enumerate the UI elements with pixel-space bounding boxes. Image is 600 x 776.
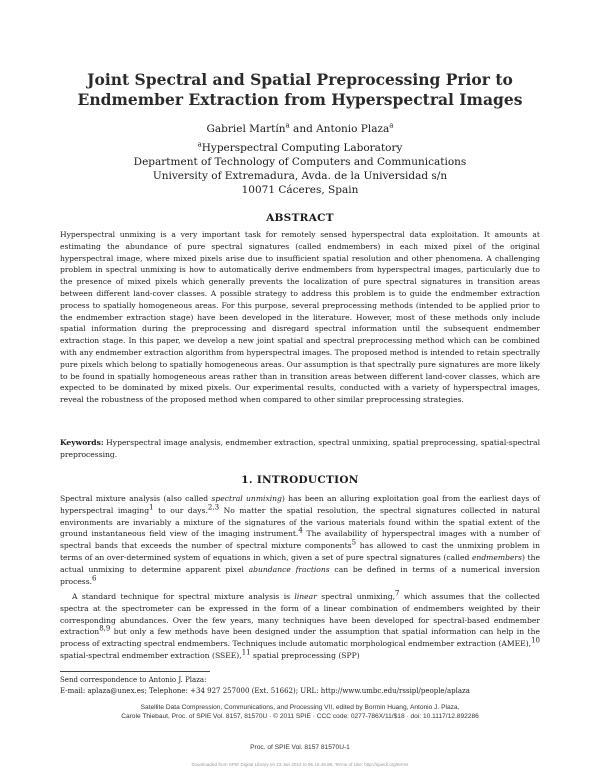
intro-paragraph-2: A standard technique for spectral mixture analysis is linear spectral unmixing,$^7$ which assumes that the collected spectra at the spectrometer can be expressed in the form of a linear combination of endmembers weighted by their corresponding abundances. Over the few years, many techniques have been developed for spectral-based endmember extraction$^{8,9}$ but only a few methods have been designed under the assumption that spatial information can help in the process of extracting spectral endmembers. Techniques include automatic morphological endmember extraction (AMEE),$^{10}$ spatial-spectral endmember extraction (SSEE),$^{11}$ spatial preprocessing (SPP) xyxy=(60,589,540,660)
keywords xyxy=(60,437,540,461)
download-notice: Downloaded from SPIE Digital Library on 23 Jan 2012 to 95.16.48.86. Terms of Use: http://spiedl.org/terms xyxy=(191,762,409,767)
introduction-heading: 1. INTRODUCTION xyxy=(241,474,359,486)
abstract-text: Hyperspectral unmixing is a very important task for remotely sensed hyperspectral data exploitation. It amounts at estimating the abundance of pure spectral signatures (called endmembers) in each mixed pixel of the original hyperspectral image, where mixed pixels arise due to insufficient spatial resolution and other phenomena. A challenging problem in spectral unmixing is how to automatically derive endmembers from hyperspectral images, particularly due to the presence of mixed pixels which generally prevents the localization of pure spectral signatures in transition areas between different land-cover classes. A possible strategy to address this problem is to guide the endmember extraction process to spatially homogeneous areas. For this purpose, several preprocessing methods (intended to be applied prior to the endmember extraction stage) have been developed in the literature. However, most of these methods only include spatial information during the preprocessing and disregard spectral information until the subsequent endmember extraction stage. In this paper, we develop a new joint spatial and spectral preprocessing method which can be combined with any endmember extraction algorithm from hyperspectral images. The proposed method is intended to retain spectrally pure pixels which belong to spatially homogeneous areas. Our assumption is that spectrally pure signatures are more likely to be found in spatially homogeneous areas rather than in transition areas between different land-cover classes, which are expected to be dominated by mixed pixels. Our experimental results, conducted with a variety of hyperspectral images, reveal the robustness of the proposed method when compared to other similar preprocessing strategies. xyxy=(60,230,540,405)
author-conjunction: and xyxy=(289,123,317,135)
affiliation-line: 10071 Cáceres, Spain xyxy=(241,184,359,196)
affiliation-line: University of Extremadura, Avda. de la Universidad s/n xyxy=(152,170,448,182)
correspondence-footnote xyxy=(60,675,540,696)
author-name: Antonio Plaza xyxy=(316,123,390,135)
intro-paragraph-1: Spectral mixture analysis (also called spectral unmixing) has been an alluring exploitation goal from the earliest days of hyperspectral imaging$^1$ to our days.$^{2,3}$ No matter the spatial resolution, the spectral signatures collected in natural environments are invariably a mixture of the signatures of the various materials found within the spatial extent of the ground instantaneous field view of the imaging instrument.$^4$ The availability of hyperspectral images with a number of spectral bands that exceeds the number of spectral mixture components$^5$ has allowed to cast the unmixing problem in terms of an over-determined system of equations in which, given a set of pure spectral signatures (called endmembers) the actual unmixing to determine apparent pixel abundance fractions can be defined in terms of a numerical inversion process.$^6$ xyxy=(60,494,541,586)
affiliation-mark: a xyxy=(197,140,202,149)
citation-mark: 2,3 xyxy=(207,503,220,512)
footnote-line: E-mail: aplaza@unex.es; Telephone: +34 927 257000 (Ext. 51662); URL: http://www.umbc.edu/rssipl/people/aplaza xyxy=(60,686,470,695)
citation-line: Carole Thiebaut, Proc. of SPIE Vol. 8157, 81570U · © 2011 SPIE · CCC code: 0277-786X/11/$18 · doi: 10.1117/12.892286 xyxy=(121,713,479,720)
affiliation-line: Department of Technology of Computers and Communications xyxy=(133,156,467,168)
citation-mark: 11 xyxy=(241,648,251,657)
footnote-divider xyxy=(60,671,210,672)
author-affil-mark: a xyxy=(285,121,290,130)
keywords-text: Hyperspectral image analysis, endmember extraction, spectral unmixing, spatial preprocessing, spatial-spectral preprocessing. xyxy=(60,438,540,459)
citation-mark: 7 xyxy=(395,589,400,598)
title-line-1: Joint Spectral and Spatial Preprocessing Prior to xyxy=(87,70,513,89)
citation-mark: 4 xyxy=(298,526,303,535)
title-line-2: Endmember Extraction from Hyperspectral Images xyxy=(77,90,523,109)
author-name: Gabriel Martín xyxy=(206,123,286,135)
page-number: Proc. of SPIE Vol. 8157 81570U-1 xyxy=(250,744,350,751)
author-list xyxy=(60,122,540,136)
author-affil-mark: a xyxy=(389,121,394,130)
keywords-label: Keywords: xyxy=(60,438,104,447)
proceedings-citation xyxy=(60,703,540,721)
citation-mark: 6 xyxy=(92,574,97,583)
affiliation-line: $^a$Hyperspectral Computing Laboratory xyxy=(197,140,403,154)
citation-line: Satellite Data Compression, Communications, and Processing VII, edited by Bormin Huang, Antonio J. Plaza, xyxy=(140,704,460,711)
citation-mark: 8,9 xyxy=(99,624,111,633)
citation-mark: 10 xyxy=(531,636,540,645)
abstract-heading: ABSTRACT xyxy=(266,212,334,224)
affiliation xyxy=(60,141,540,197)
citation-mark: 1 xyxy=(149,503,154,512)
footnote-line: Send correspondence to Antonio J. Plaza: xyxy=(60,676,207,684)
paper-title xyxy=(60,70,540,110)
citation-mark: 5 xyxy=(351,538,357,547)
